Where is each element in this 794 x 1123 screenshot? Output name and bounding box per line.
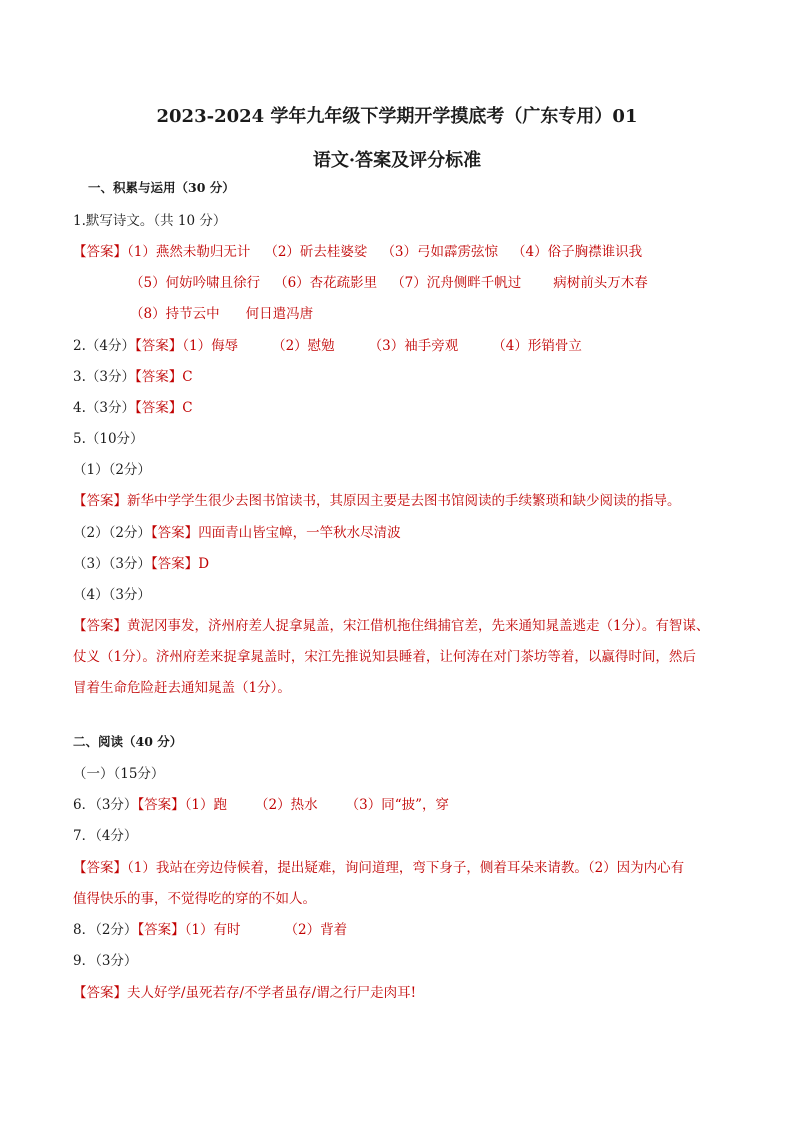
q6-answer-1: （1）跑 bbox=[184, 797, 228, 813]
q8-answer-2: （2）背着 bbox=[284, 922, 348, 938]
answer-tag: 【答案】 bbox=[137, 797, 185, 813]
q2-answer-4: （4）形销骨立 bbox=[492, 338, 582, 354]
q4-row bbox=[73, 397, 193, 419]
q5-part2-heading: （2）（2分） bbox=[73, 525, 151, 541]
answer-tag: 【答案】 bbox=[134, 369, 183, 385]
q1-answer-3: （3）弓如霹雳弦惊 bbox=[381, 244, 499, 260]
q1-answer-5: （5）何妨吟啸且徐行 bbox=[130, 275, 261, 291]
q5-part3-row bbox=[73, 553, 209, 575]
q1-answer-8: （8）持节云中 bbox=[130, 306, 220, 322]
q2-answer-1: （1）侮辱 bbox=[182, 338, 239, 354]
answer-tag: 【答案】 bbox=[73, 860, 127, 876]
q1-answer-7: （7）沉舟侧畔千帆过 bbox=[391, 275, 522, 291]
q9-answer-row bbox=[73, 982, 416, 1004]
answer-tag: 【答案】 bbox=[150, 556, 199, 572]
answer-tag: 【答案】 bbox=[73, 493, 127, 509]
q5-heading: 5.（10分） bbox=[73, 431, 144, 447]
q5-part4-heading: （4）（3分） bbox=[73, 587, 151, 603]
reading-part-1-heading: （一）（15分） bbox=[73, 766, 165, 782]
answer-tag: 【答案】 bbox=[134, 400, 183, 416]
q9-answer: 夫人好学/虽死若存/不学者虽存/谓之行尸走肉耳! bbox=[127, 985, 417, 1001]
q5-part3-heading: （3）（3分） bbox=[73, 556, 151, 572]
answer-tag: 【答案】 bbox=[150, 525, 199, 541]
q4-heading: 4.（3分） bbox=[73, 400, 135, 416]
q5-part2-answer: 四面青山皆宝幛，一竿秋水尽清波 bbox=[198, 525, 401, 541]
q9-heading: 9．（3分） bbox=[73, 953, 138, 969]
q8-answer-1: （1）有时 bbox=[184, 922, 241, 938]
q1-answer-2: （2）斫去桂婆娑 bbox=[264, 244, 368, 260]
q5-part2-row bbox=[73, 522, 401, 544]
answer-tag: 【答案】 bbox=[134, 338, 183, 354]
q8-row bbox=[73, 919, 347, 941]
q5-part1-answer-row bbox=[73, 490, 681, 512]
page-title: 2023-2024 学年九年级下学期开学摸底考（广东专用）01 bbox=[156, 106, 638, 127]
q1-answer-8b: 何日遣冯唐 bbox=[245, 306, 314, 322]
section-heading-1: 一、积累与运用（30 分） bbox=[88, 180, 235, 195]
q2-row bbox=[73, 335, 582, 357]
q1-answer-1: （1）燕然未勒归无计 bbox=[127, 244, 251, 260]
q7-answer-line-2: 值得快乐的事，不觉得吃的穿的不如人。 bbox=[73, 891, 316, 907]
q1-answer-4: （4）俗子胸襟谁识我 bbox=[512, 244, 643, 260]
q3-row bbox=[73, 366, 193, 388]
q4-answer: C bbox=[182, 400, 193, 416]
q5-part4-answer-line-3: 冒着生命危险赶去通知晁盖（1分）。 bbox=[73, 680, 291, 696]
q5-part3-answer: D bbox=[198, 556, 210, 572]
q1-answer-row-1 bbox=[73, 241, 642, 263]
answer-tag: 【答案】 bbox=[73, 985, 127, 1001]
q6-answer-2: （2）热水 bbox=[255, 797, 318, 813]
q3-heading: 3.（3分） bbox=[73, 369, 135, 385]
answer-tag: 【答案】 bbox=[73, 618, 127, 634]
page-subtitle: 语文·答案及评分标准 bbox=[312, 150, 482, 171]
q1-answer-6: （6）杏花疏影里 bbox=[274, 275, 378, 291]
q2-answer-2: （2）慰勉 bbox=[272, 338, 335, 354]
q5-part1-heading: （1）（2分） bbox=[73, 462, 151, 478]
q1-answer-7b: 病树前头万木春 bbox=[553, 275, 648, 291]
q5-part1-answer: 新华中学学生很少去图书馆读书，其原因主要是去图书馆阅读的手续繁琐和缺少阅读的指导。 bbox=[127, 493, 681, 509]
q7-answer-line-1 bbox=[73, 857, 684, 879]
q6-heading: 6．（3分） bbox=[73, 797, 138, 813]
answer-tag: 【答案】 bbox=[137, 922, 185, 938]
q5-part4-answer-line-1 bbox=[73, 615, 709, 637]
q3-answer: C bbox=[182, 369, 193, 385]
q1-answer-row-3 bbox=[130, 303, 313, 325]
answer-tag: 【答案】 bbox=[73, 244, 127, 260]
q7-answer-text-1: （1）我站在旁边侍候着，提出疑难，询问道理，弯下身子，侧着耳朵来请教。（2）因为内心有 bbox=[127, 860, 685, 876]
section-heading-2: 二、阅读（40 分） bbox=[73, 734, 183, 749]
q2-answer-3: （3）袖手旁观 bbox=[368, 338, 459, 354]
q5-part4-answer-line-2: 仗义（1分）。济州府差来捉拿晁盖时，宋江先推说知县睡着，让何涛在对门茶坊等着，以赢得时间，然后 bbox=[73, 649, 696, 665]
q6-row bbox=[73, 794, 449, 816]
q6-answer-3: （3）同“披”，穿 bbox=[345, 797, 450, 813]
q8-heading: 8．（2分） bbox=[73, 922, 138, 938]
q7-heading: 7．（4分） bbox=[73, 828, 138, 844]
q1-heading: 1.默写诗文。（共 10 分） bbox=[73, 213, 227, 229]
q2-heading: 2.（4分） bbox=[73, 338, 135, 354]
q1-answer-row-2 bbox=[130, 272, 648, 294]
q5-part4-answer-text-1: 黄泥冈事发，济州府差人捉拿晁盖，宋江借机拖住缉捕官差，先来通知晁盖逃走（1分）。有智谋、 bbox=[127, 618, 710, 634]
